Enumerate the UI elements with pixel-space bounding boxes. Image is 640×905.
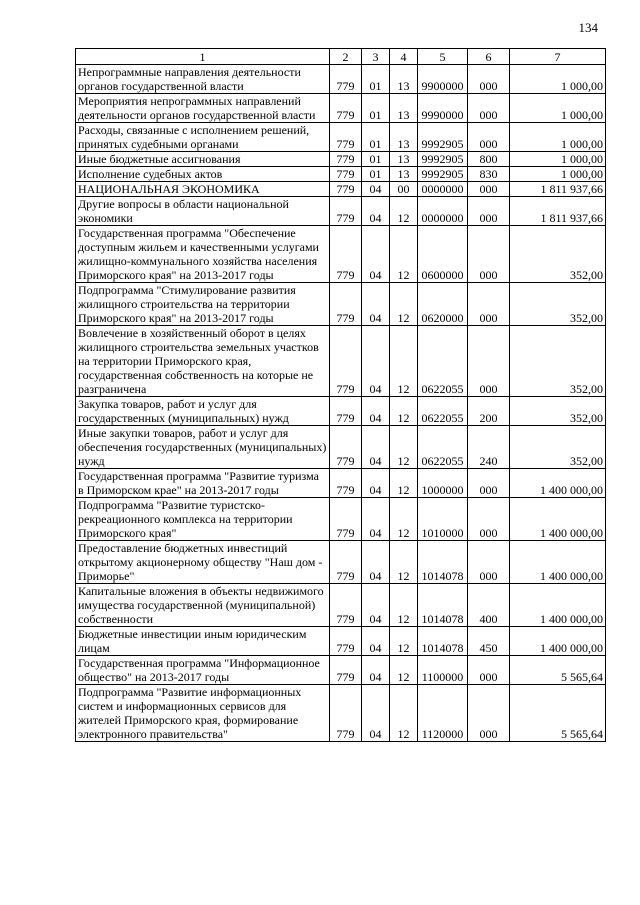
expense-type-cell: 000 bbox=[468, 685, 510, 742]
expense-type-cell: 000 bbox=[468, 197, 510, 226]
admin-code-cell: 779 bbox=[330, 226, 362, 283]
section-cell: 01 bbox=[362, 167, 390, 182]
expense-type-cell: 000 bbox=[468, 469, 510, 498]
subsection-cell: 12 bbox=[390, 326, 418, 397]
expense-type-cell: 200 bbox=[468, 397, 510, 426]
expense-type-cell: 450 bbox=[468, 627, 510, 656]
amount-cell: 1 400 000,00 bbox=[510, 498, 606, 541]
amount-cell: 1 811 937,66 bbox=[510, 197, 606, 226]
subsection-cell: 13 bbox=[390, 152, 418, 167]
target-article-cell: 1100000 bbox=[418, 656, 468, 685]
subsection-cell: 12 bbox=[390, 469, 418, 498]
admin-code-cell: 779 bbox=[330, 123, 362, 152]
target-article-cell: 0622055 bbox=[418, 397, 468, 426]
subsection-cell: 13 bbox=[390, 94, 418, 123]
section-cell: 01 bbox=[362, 123, 390, 152]
target-article-cell: 0620000 bbox=[418, 283, 468, 326]
expense-type-cell: 000 bbox=[468, 182, 510, 197]
row-name-cell: Бюджетные инвестиции иным юридическим лицам bbox=[76, 627, 330, 656]
amount-cell: 5 565,64 bbox=[510, 685, 606, 742]
table-row bbox=[76, 167, 606, 182]
row-name-cell: Подпрограмма "Стимулирование развития жилищного строительства на территории Приморского края" на 2013-2017 годы bbox=[76, 283, 330, 326]
admin-code-cell: 779 bbox=[330, 94, 362, 123]
row-name-cell: Подпрограмма "Развитие туристско-рекреационного комплекса на территории Приморского края" bbox=[76, 498, 330, 541]
table-row bbox=[76, 685, 606, 742]
amount-cell: 1 000,00 bbox=[510, 65, 606, 94]
expense-type-cell: 000 bbox=[468, 326, 510, 397]
expense-type-cell: 000 bbox=[468, 94, 510, 123]
section-cell: 04 bbox=[362, 584, 390, 627]
expense-type-cell: 000 bbox=[468, 541, 510, 584]
amount-cell: 1 000,00 bbox=[510, 152, 606, 167]
section-cell: 04 bbox=[362, 326, 390, 397]
admin-code-cell: 779 bbox=[330, 656, 362, 685]
expense-type-cell: 000 bbox=[468, 283, 510, 326]
section-cell: 04 bbox=[362, 426, 390, 469]
target-article-cell: 0000000 bbox=[418, 182, 468, 197]
budget-table bbox=[75, 48, 606, 742]
column-header: 1 bbox=[76, 49, 330, 65]
admin-code-cell: 779 bbox=[330, 397, 362, 426]
target-article-cell: 1014078 bbox=[418, 584, 468, 627]
expense-type-cell: 000 bbox=[468, 65, 510, 94]
admin-code-cell: 779 bbox=[330, 197, 362, 226]
admin-code-cell: 779 bbox=[330, 627, 362, 656]
subsection-cell: 12 bbox=[390, 226, 418, 283]
subsection-cell: 12 bbox=[390, 627, 418, 656]
subsection-cell: 12 bbox=[390, 426, 418, 469]
amount-cell: 352,00 bbox=[510, 226, 606, 283]
target-article-cell: 9992905 bbox=[418, 152, 468, 167]
page-number: 134 bbox=[578, 20, 598, 35]
target-article-cell: 9990000 bbox=[418, 94, 468, 123]
column-header: 5 bbox=[418, 49, 468, 65]
target-article-cell: 9992905 bbox=[418, 123, 468, 152]
subsection-cell: 12 bbox=[390, 584, 418, 627]
subsection-cell: 12 bbox=[390, 498, 418, 541]
amount-cell: 1 000,00 bbox=[510, 123, 606, 152]
section-cell: 01 bbox=[362, 65, 390, 94]
row-name-cell: Государственная программа "Обеспечение доступным жильем и качественными услугами жилищно-коммунального хозяйства населения Приморского края" на 2013-2017 годы bbox=[76, 226, 330, 283]
column-header: 4 bbox=[390, 49, 418, 65]
target-article-cell: 0600000 bbox=[418, 226, 468, 283]
row-name-cell: Подпрограмма "Развитие информационных систем и информационных сервисов для жителей Приморского края, формирование электронного правительства" bbox=[76, 685, 330, 742]
table-row bbox=[76, 182, 606, 197]
amount-cell: 1 400 000,00 bbox=[510, 541, 606, 584]
subsection-cell: 00 bbox=[390, 182, 418, 197]
admin-code-cell: 779 bbox=[330, 152, 362, 167]
amount-cell: 352,00 bbox=[510, 397, 606, 426]
target-article-cell: 1014078 bbox=[418, 627, 468, 656]
section-cell: 01 bbox=[362, 94, 390, 123]
admin-code-cell: 779 bbox=[330, 65, 362, 94]
row-name-cell: Предоставление бюджетных инвестиций открытому акционерному обществу "Наш дом - Приморье" bbox=[76, 541, 330, 584]
header-row bbox=[76, 49, 606, 65]
admin-code-cell: 779 bbox=[330, 685, 362, 742]
admin-code-cell: 779 bbox=[330, 182, 362, 197]
section-cell: 04 bbox=[362, 397, 390, 426]
section-cell: 04 bbox=[362, 197, 390, 226]
admin-code-cell: 779 bbox=[330, 584, 362, 627]
amount-cell: 1 400 000,00 bbox=[510, 627, 606, 656]
table-row bbox=[76, 94, 606, 123]
table-row bbox=[76, 627, 606, 656]
subsection-cell: 13 bbox=[390, 123, 418, 152]
row-name-cell: Другие вопросы в области национальной экономики bbox=[76, 197, 330, 226]
row-name-cell: Вовлечение в хозяйственный оборот в целях жилищного строительства земельных участков на территории Приморского края, государственная собственность на которые не разграничена bbox=[76, 326, 330, 397]
subsection-cell: 12 bbox=[390, 397, 418, 426]
amount-cell: 1 400 000,00 bbox=[510, 469, 606, 498]
subsection-cell: 12 bbox=[390, 656, 418, 685]
subsection-cell: 12 bbox=[390, 197, 418, 226]
table-row bbox=[76, 541, 606, 584]
amount-cell: 1 000,00 bbox=[510, 94, 606, 123]
row-name-cell: Непрограммные направления деятельности органов государственной власти bbox=[76, 65, 330, 94]
expense-type-cell: 000 bbox=[468, 226, 510, 283]
section-cell: 04 bbox=[362, 226, 390, 283]
admin-code-cell: 779 bbox=[330, 326, 362, 397]
table-row bbox=[76, 152, 606, 167]
table-row bbox=[76, 65, 606, 94]
table-row bbox=[76, 498, 606, 541]
table-row bbox=[76, 123, 606, 152]
expense-type-cell: 000 bbox=[468, 123, 510, 152]
row-name-cell: Иные закупки товаров, работ и услуг для обеспечения государственных (муниципальных) нужд bbox=[76, 426, 330, 469]
subsection-cell: 12 bbox=[390, 283, 418, 326]
row-name-cell: Государственная программа "Информационное общество" на 2013-2017 годы bbox=[76, 656, 330, 685]
target-article-cell: 1120000 bbox=[418, 685, 468, 742]
column-header: 7 bbox=[510, 49, 606, 65]
target-article-cell: 1010000 bbox=[418, 498, 468, 541]
section-cell: 04 bbox=[362, 182, 390, 197]
table-body bbox=[76, 65, 606, 742]
expense-type-cell: 830 bbox=[468, 167, 510, 182]
section-cell: 04 bbox=[362, 541, 390, 584]
row-name-cell: Исполнение судебных актов bbox=[76, 167, 330, 182]
row-name-cell: Мероприятия непрограммных направлений деятельности органов государственной власти bbox=[76, 94, 330, 123]
column-header: 3 bbox=[362, 49, 390, 65]
section-cell: 04 bbox=[362, 685, 390, 742]
target-article-cell: 9900000 bbox=[418, 65, 468, 94]
column-header: 2 bbox=[330, 49, 362, 65]
target-article-cell: 0000000 bbox=[418, 197, 468, 226]
admin-code-cell: 779 bbox=[330, 469, 362, 498]
expense-type-cell: 400 bbox=[468, 584, 510, 627]
table-row bbox=[76, 197, 606, 226]
section-cell: 04 bbox=[362, 656, 390, 685]
column-header: 6 bbox=[468, 49, 510, 65]
row-name-cell: Капитальные вложения в объекты недвижимого имущества государственной (муниципальной) собственности bbox=[76, 584, 330, 627]
table-row bbox=[76, 226, 606, 283]
subsection-cell: 13 bbox=[390, 167, 418, 182]
amount-cell: 352,00 bbox=[510, 426, 606, 469]
amount-cell: 1 811 937,66 bbox=[510, 182, 606, 197]
expense-type-cell: 000 bbox=[468, 656, 510, 685]
target-article-cell: 9992905 bbox=[418, 167, 468, 182]
expense-type-cell: 240 bbox=[468, 426, 510, 469]
admin-code-cell: 779 bbox=[330, 426, 362, 469]
table-row bbox=[76, 656, 606, 685]
row-name-cell: Иные бюджетные ассигнования bbox=[76, 152, 330, 167]
expense-type-cell: 800 bbox=[468, 152, 510, 167]
subsection-cell: 12 bbox=[390, 685, 418, 742]
table-row bbox=[76, 426, 606, 469]
table-row bbox=[76, 283, 606, 326]
target-article-cell: 1000000 bbox=[418, 469, 468, 498]
amount-cell: 5 565,64 bbox=[510, 656, 606, 685]
admin-code-cell: 779 bbox=[330, 283, 362, 326]
amount-cell: 1 400 000,00 bbox=[510, 584, 606, 627]
amount-cell: 352,00 bbox=[510, 283, 606, 326]
row-name-cell: Государственная программа "Развитие туризма в Приморском крае" на 2013-2017 годы bbox=[76, 469, 330, 498]
target-article-cell: 0622055 bbox=[418, 326, 468, 397]
subsection-cell: 13 bbox=[390, 65, 418, 94]
admin-code-cell: 779 bbox=[330, 498, 362, 541]
table-row bbox=[76, 584, 606, 627]
expense-type-cell: 000 bbox=[468, 498, 510, 541]
table-row bbox=[76, 397, 606, 426]
table-row bbox=[76, 326, 606, 397]
subsection-cell: 12 bbox=[390, 541, 418, 584]
section-cell: 04 bbox=[362, 627, 390, 656]
target-article-cell: 0622055 bbox=[418, 426, 468, 469]
amount-cell: 352,00 bbox=[510, 326, 606, 397]
table-row bbox=[76, 469, 606, 498]
target-article-cell: 1014078 bbox=[418, 541, 468, 584]
section-cell: 04 bbox=[362, 498, 390, 541]
amount-cell: 1 000,00 bbox=[510, 167, 606, 182]
section-cell: 04 bbox=[362, 469, 390, 498]
section-cell: 04 bbox=[362, 283, 390, 326]
admin-code-cell: 779 bbox=[330, 541, 362, 584]
section-cell: 01 bbox=[362, 152, 390, 167]
row-name-cell: НАЦИОНАЛЬНАЯ ЭКОНОМИКА bbox=[76, 182, 330, 197]
row-name-cell: Закупка товаров, работ и услуг для государственных (муниципальных) нужд bbox=[76, 397, 330, 426]
admin-code-cell: 779 bbox=[330, 167, 362, 182]
row-name-cell: Расходы, связанные с исполнением решений, принятых судебными органами bbox=[76, 123, 330, 152]
